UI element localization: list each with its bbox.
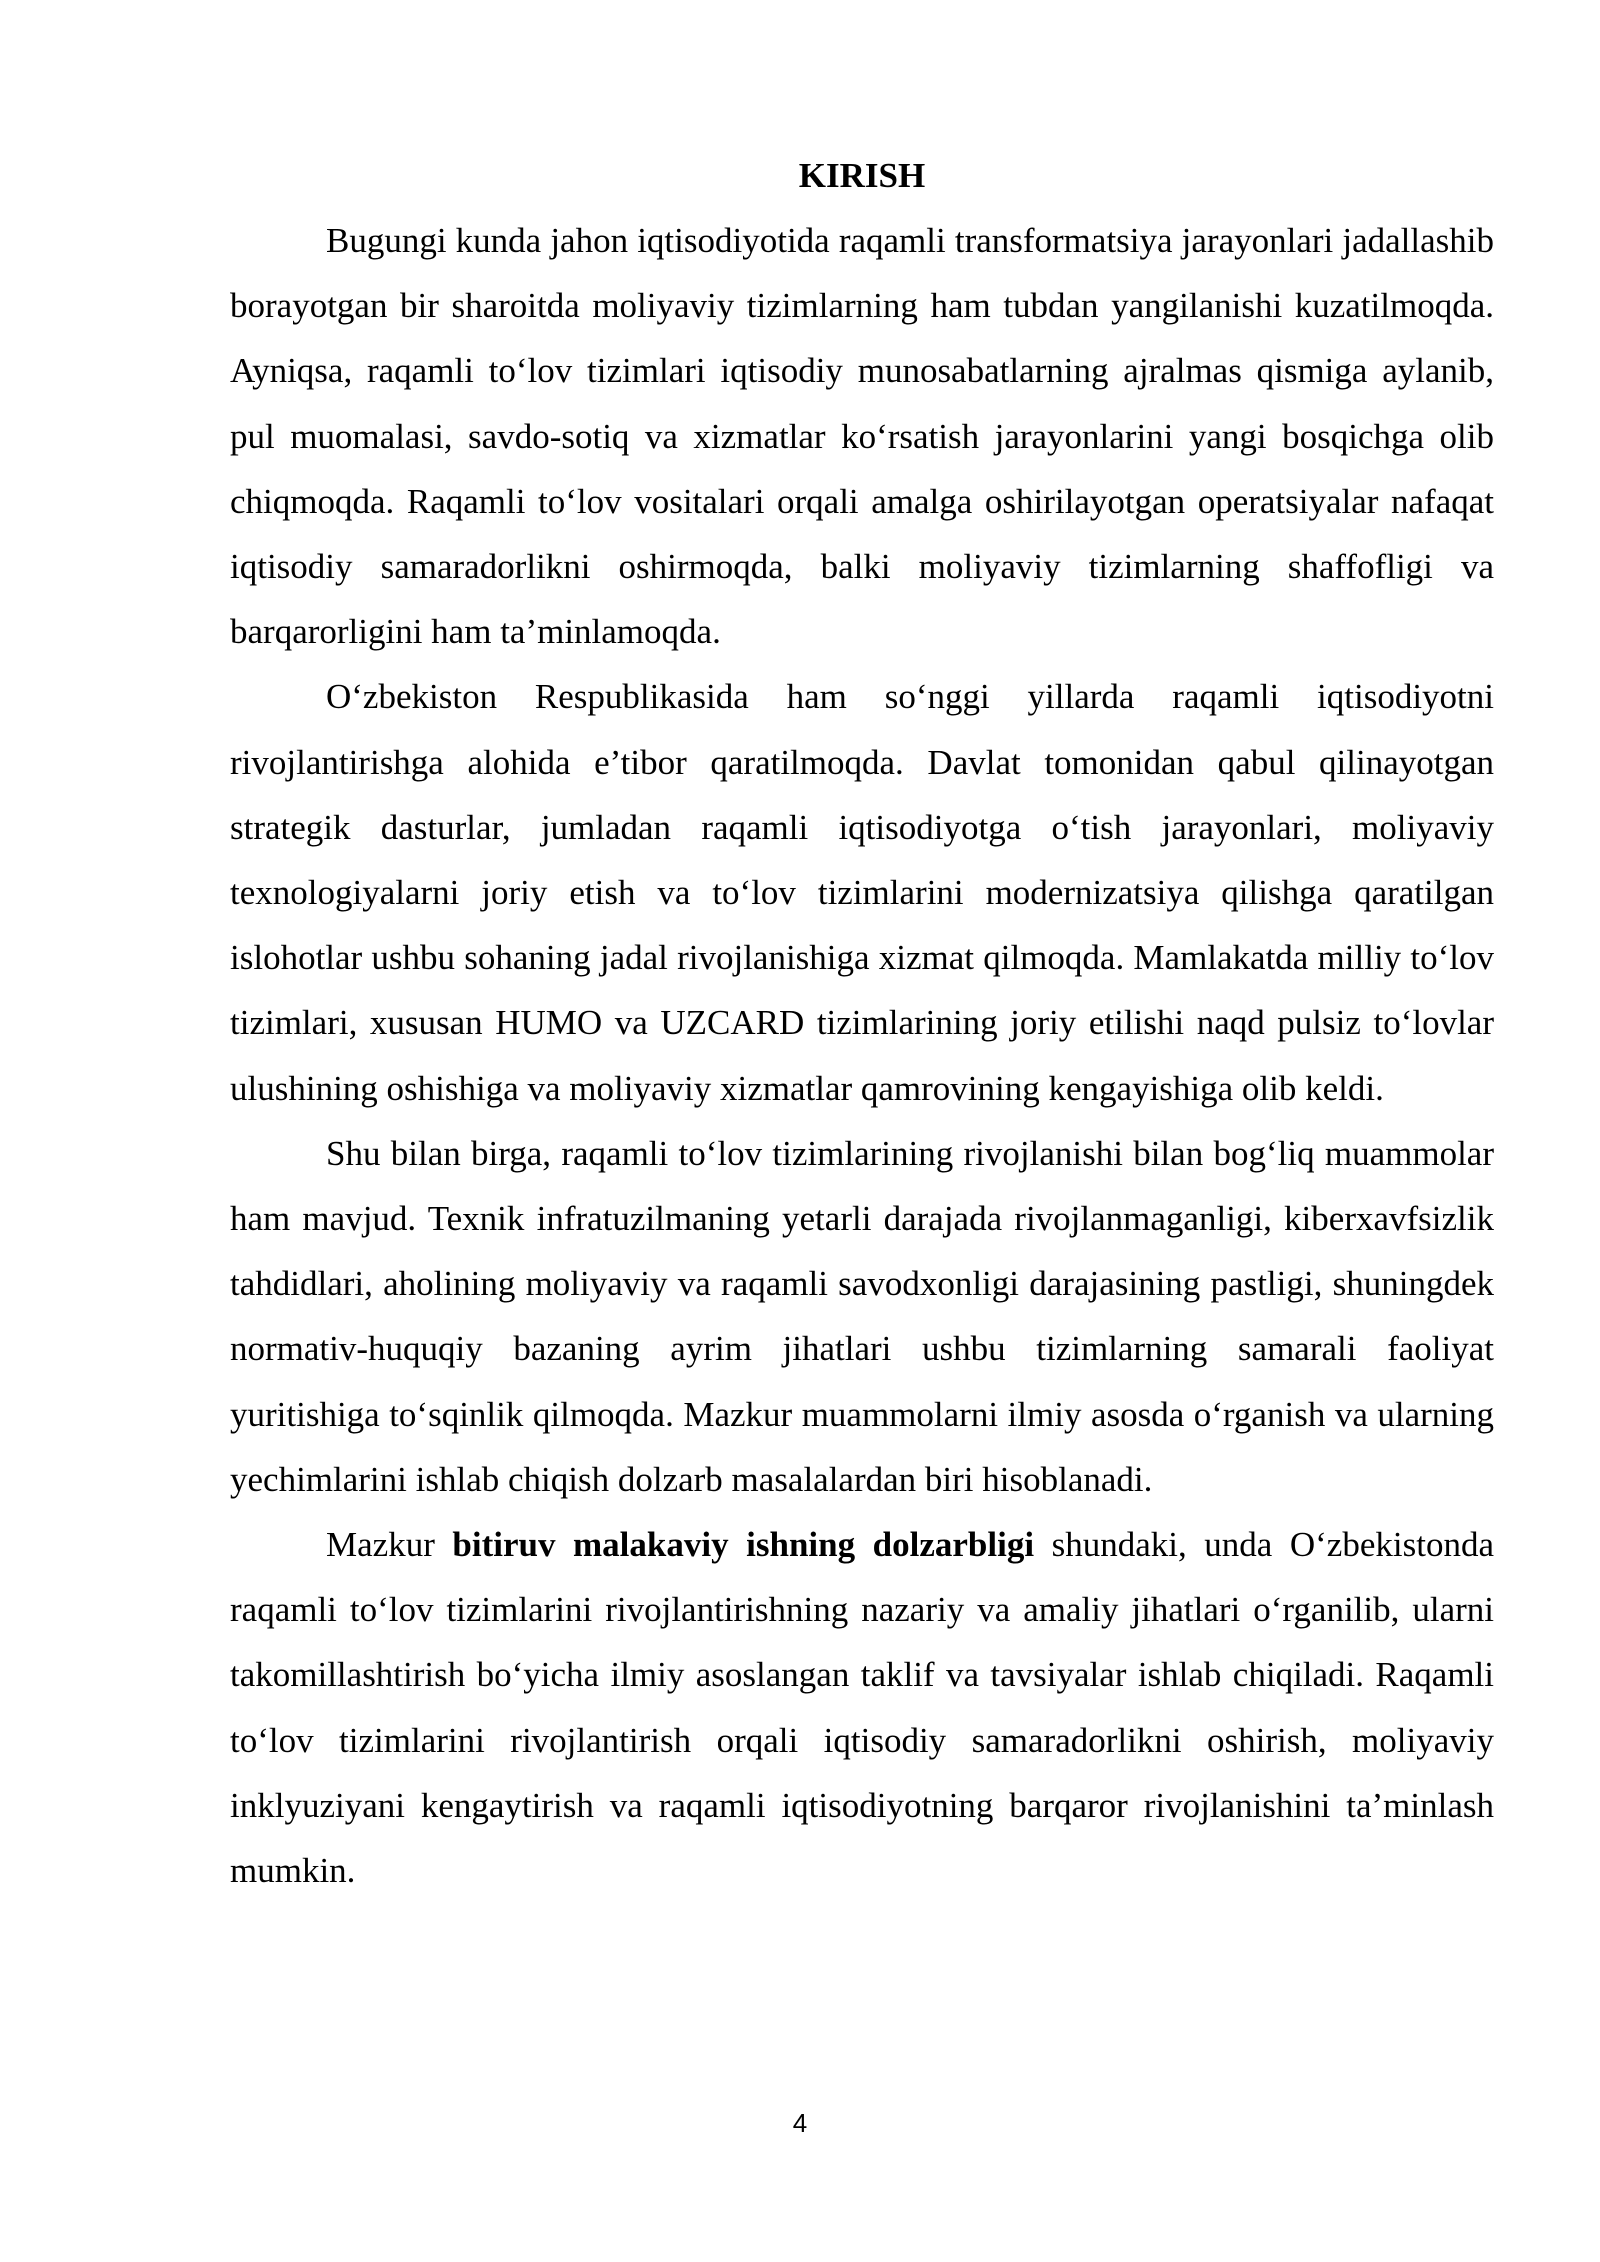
paragraph-4-rest: shundaki, unda O‘zbekistonda raqamli to‘lov tizimlarini rivojlantirishning nazariy va amaliy jihatlari o‘rganilib, ularni takomillashtirish bo‘yicha ilmiy asoslangan taklif va tavsiyalar ishlab chiqiladi. Raqamli to‘lov tizimlarini rivojlantirish orqali iqtisodiy samaradorlikni oshirish, moliyaviy inklyuziyani kengaytirish va raqamli iqtisodiyotning barqaror rivojlanishini ta’minlash mumkin.	[230, 1525, 1494, 1891]
paragraph-1: Bugungi kunda jahon iqtisodiyotida raqamli transformatsiya jarayonlari jadallashib borayotgan bir sharoitda moliyaviy tizimlarning ham tubdan yangilanishi kuzatilmoqda. Ayniqsa, raqamli to‘lov tizimlari iqtisodiy munosabatlarning ajralmas qismiga aylanib, pul muomalasi, savdo-sotiq va xizmatlar ko‘rsatish jarayonlarini yangi bosqichga olib chiqmoqda. Raqamli to‘lov vositalari orqali amalga oshirilayotgan operatsiyalar nafaqat iqtisodiy samaradorlikni oshirmoqda, balki moliyaviy tizimlarning shaffofligi va barqarorligini ham ta’minlamoqda.	[230, 221, 1494, 652]
paragraph-2: O‘zbekiston Respublikasida ham so‘nggi yillarda raqamli iqtisodiyotni rivojlantirishga alohida e’tibor qaratilmoqda. Davlat tomonidan qabul qilinayotgan strategik dasturlar, jumladan raqamli iqtisodiyotga o‘tish jarayonlari, moliyaviy texnologiyalarni joriy etish va to‘lov tizimlarini modernizatsiya qilishga qaratilgan islohotlar ushbu sohaning jadal rivojlanishiga xizmat qilmoqda. Mamlakatda milliy to‘lov tizimlari, xususan HUMO va UZCARD tizimlarining joriy etilishi naqd pulsiz to‘lovlar ulushining oshishiga va moliyaviy xizmatlar qamrovining kengayishiga olib keldi.	[230, 677, 1494, 1108]
paragraph-4	[230, 1512, 1494, 1903]
relevance-emphasis: bitiruv malakaviy ishning dolzarbligi	[452, 1525, 1035, 1565]
page-number: 4	[792, 2108, 808, 2138]
document-page	[230, 148, 1494, 1903]
section-heading: KIRISH	[798, 156, 926, 195]
paragraph-4-lead: Mazkur	[326, 1525, 453, 1565]
paragraph-3: Shu bilan birga, raqamli to‘lov tizimlarining rivojlanishi bilan bog‘liq muammolar ham mavjud. Texnik infratuzilmaning yetarli darajada rivojlanmaganligi, kiberxavfsizlik tahdidlari, aholining moliyaviy va raqamli savodxonligi darajasining pastligi, shuningdek normativ-huquqiy bazaning ayrim jihatlari ushbu tizimlarning samarali faoliyat yuritishiga to‘sqinlik qilmoqda. Mazkur muammolarni ilmiy asosda o‘rganish va ularning yechimlarini ishlab chiqish dolzarb masalalardan biri hisoblanadi.	[230, 1133, 1494, 1499]
